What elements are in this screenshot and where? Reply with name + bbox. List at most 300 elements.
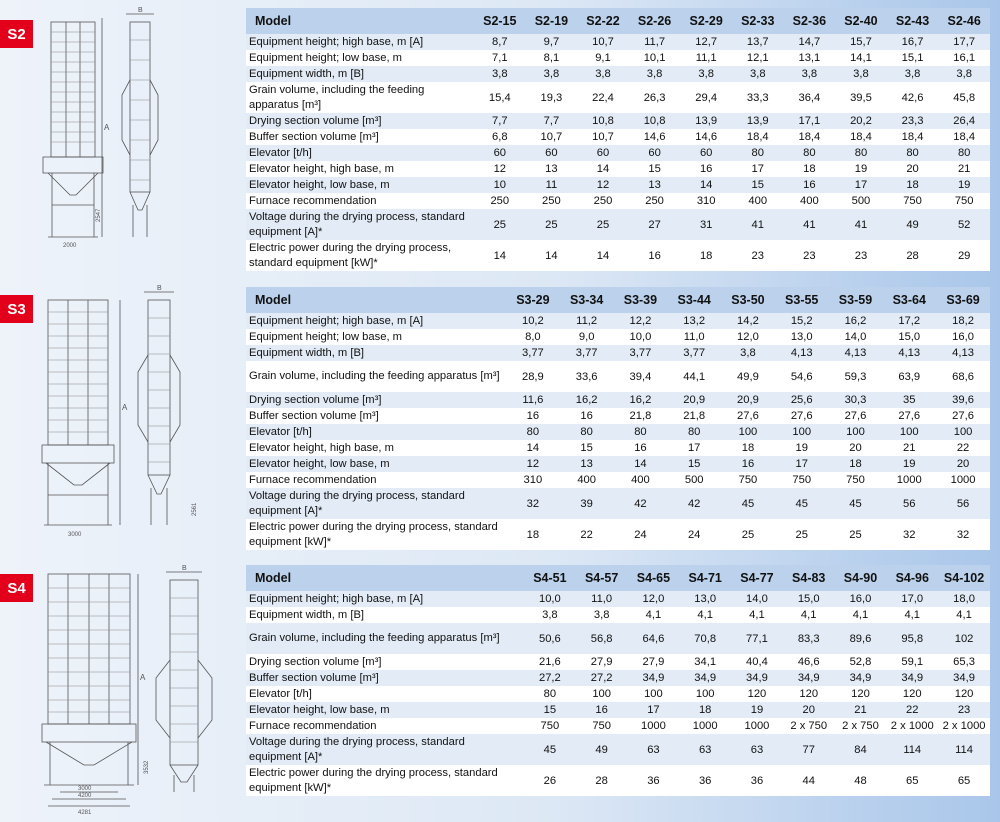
table-cell: 4,13 [952,347,974,359]
table-cell: 80 [526,426,540,438]
table-cell: 13,0 [790,331,813,343]
table-cell: 19 [795,442,808,454]
table-cell: 42,6 [901,91,924,104]
table-cell: 1000 [950,474,976,486]
dim-a-label: A [122,403,128,412]
table-cell: 9,7 [543,36,560,48]
row-label: Electric power during the drying process, standard equipment [kW]* [249,520,498,548]
table-cell: 120 [954,688,974,700]
table-cell: 60 [596,147,610,159]
table-cell: 3,8 [956,68,972,80]
table-cell: 10,0 [629,331,652,343]
table-cell: 12,0 [737,331,759,343]
model-name: S2-43 [895,14,930,28]
dim-width-label: 4200 [78,793,92,799]
table-cell: 28,9 [521,370,544,383]
table-cell: 27,2 [590,672,613,684]
model-name: S4-77 [740,571,774,585]
table-row [246,519,990,550]
table-cell: 13,9 [746,115,769,127]
dryer-drawing-s4 [38,560,238,822]
table-row [246,670,990,686]
table-cell: 34,9 [642,672,665,684]
table-row [246,361,990,392]
table-header-row [246,565,990,591]
row-label: Grain volume, including the feeding apparatus [m³] [249,632,500,644]
table-cell: 17 [795,458,808,470]
table-cell: 15,2 [790,315,813,327]
table-cell: 120 [902,688,922,700]
table-row [246,607,990,623]
table-cell: 15,0 [898,331,921,343]
table-cell: 250 [593,195,613,207]
table-cell: 25,6 [790,394,813,406]
table-cell: 27,6 [844,410,867,422]
table-cell: 17,7 [953,36,976,48]
table-cell: 11,0 [591,593,613,605]
table-cell: 18,2 [952,315,974,327]
table-cell: 750 [540,720,560,732]
table-cell: 44 [802,774,815,787]
table-cell: 100 [846,426,865,438]
table-row [246,329,990,345]
table-cell: 1000 [640,720,666,732]
model-name: S4-83 [792,571,826,585]
table-cell: 44,1 [683,370,706,383]
table-cell: 20 [802,704,815,716]
table-cell: 20,9 [737,394,759,406]
table-cell: 15 [648,163,661,175]
row-label: Elevator [t/h] [249,425,312,438]
table-cell: 120 [747,688,767,700]
table-cell: 2 x 1000 [942,720,986,732]
table-cell: 16,2 [575,394,598,406]
table-cell: 14 [596,249,610,262]
table-cell: 8,1 [543,52,560,64]
table-cell: 12,2 [629,315,652,327]
table-cell: 27,2 [538,672,561,684]
table-cell: 7,1 [492,52,508,64]
table-row [246,734,990,765]
table-row [246,424,990,440]
table-cell: 27,6 [898,410,921,422]
model-name: S3-59 [838,293,873,307]
table-cell: 10,7 [540,131,563,143]
table-cell: 56 [903,497,916,510]
table-cell: 11 [545,179,558,191]
table-cell: 34,9 [849,672,872,684]
row-label: Elevator height, low base, m [249,178,390,191]
table-cell: 17,0 [901,593,924,605]
dim-a-label: A [140,673,146,682]
table-row [246,240,990,271]
table-cell: 16 [595,704,608,716]
table-cell: 4,1 [749,609,765,621]
row-label: Voltage during the drying process, standard equipment [A]* [249,735,465,763]
table-cell: 27,6 [952,410,974,422]
table-cell: 11,7 [644,36,666,48]
table-cell: 39 [580,497,593,510]
row-label: Electric power during the drying process, standard equipment [kW]* [249,766,498,794]
table-cell: 4,13 [790,347,813,359]
table-cell: 500 [684,474,704,486]
table-cell: 6,8 [492,131,508,143]
table-cell: 25 [795,528,808,541]
model-name: S2-26 [637,14,672,28]
model-name: S4-102 [943,571,985,585]
row-label: Voltage during the drying process, standard equipment [A]* [249,210,465,238]
row-label: Equipment height; high base, m [A] [249,314,424,327]
table-cell: 33,3 [746,91,769,104]
table-row [246,591,990,607]
table-row [246,456,990,472]
table-cell: 36 [698,774,712,787]
table-cell: 45 [795,497,808,510]
table-cell: 25 [596,218,610,231]
table-cell: 4,13 [898,347,921,359]
table-cell: 3,8 [853,68,869,80]
table-cell: 63 [698,743,712,756]
table-cell: 60 [545,147,558,159]
table-row [246,113,990,129]
table-cell: 84 [854,743,867,756]
table-cell: 25 [849,528,862,541]
table-cell: 14,2 [737,315,759,327]
model-name: S4-96 [895,571,929,585]
row-label: Furnace recommendation [249,473,377,486]
table-cell: 27,9 [590,656,613,668]
table-row [246,654,990,670]
table-cell: 750 [846,474,865,486]
table-cell: 10,7 [592,131,614,143]
table-cell: 25 [741,528,755,541]
dryer-drawing-s3 [38,280,238,545]
table-cell: 15,1 [901,52,924,64]
model-name: S3-50 [731,293,765,307]
table-cell: 8,7 [492,36,508,48]
table-cell: 27,6 [737,410,759,422]
row-label: Furnace recommendation [249,194,377,207]
table-cell: 100 [899,426,919,438]
table-cell: 54,6 [790,370,813,383]
model-header: Model [255,293,292,307]
table-cell: 12,1 [746,52,769,64]
table-cell: 16,0 [849,593,872,605]
table-cell: 14 [596,163,610,175]
table-cell: 29,4 [695,91,718,104]
table-cell: 34,9 [901,672,924,684]
table-cell: 34,9 [746,672,768,684]
table-cell: 80 [803,147,816,159]
table-cell: 22 [956,442,970,454]
table-cell: 31 [699,218,713,231]
table-row [246,440,990,456]
table-cell: 16,0 [952,331,974,343]
table-cell: 100 [695,688,715,700]
table-cell: 19 [903,458,916,470]
table-cell: 14,0 [844,331,867,343]
table-cell: 13,9 [695,115,718,127]
table-cell: 16 [699,163,713,175]
table-cell: 7,7 [492,115,508,127]
table-cell: 4,1 [697,609,713,621]
table-row [246,623,990,654]
table-cell: 39,6 [952,394,974,406]
dim-b-label: B [182,565,187,572]
table-cell: 30,3 [844,394,867,406]
table-cell: 15,0 [797,593,820,605]
table-cell: 120 [851,688,870,700]
table-cell: 16 [580,410,593,422]
model-name: S2-33 [741,14,775,28]
model-header: Model [255,14,292,28]
table-row [246,145,990,161]
table-cell: 250 [490,195,510,207]
table-cell: 41 [751,218,764,231]
model-name: S3-39 [623,293,658,307]
spec-table-s2 [246,8,990,271]
table-cell: 400 [800,195,819,207]
table-cell: 16 [526,410,540,422]
row-label: Elevator height, low base, m [249,703,390,716]
model-name: S3-34 [569,293,604,307]
table-cell: 36 [647,774,660,787]
table-cell: 21 [903,442,916,454]
table-cell: 9,1 [595,52,611,64]
table-cell: 39,5 [850,91,872,104]
table-cell: 3,8 [542,609,558,621]
table-cell: 17 [751,163,764,175]
model-name: S2-46 [947,14,981,28]
table-cell: 19 [957,179,971,191]
table-cell: 21,6 [538,656,561,668]
model-name: S2-40 [844,14,878,28]
table-cell: 400 [631,474,650,486]
table-cell: 80 [906,147,919,159]
table-cell: 29 [957,249,971,262]
table-row [246,193,990,209]
table-row [246,177,990,193]
table-cell: 14 [545,249,558,262]
table-cell: 9,0 [578,331,595,343]
table-cell: 750 [792,474,812,486]
table-cell: 41 [854,218,868,231]
table-cell: 24 [687,528,701,541]
table-cell: 65 [957,774,971,787]
table-cell: 35 [903,394,916,406]
row-label: Elevator height, high base, m [249,162,394,175]
table-cell: 80 [957,147,971,159]
model-name: S2-15 [483,14,517,28]
table-cell: 65 [906,774,919,787]
spec-table-s4 [246,565,990,796]
table-cell: 18 [906,179,919,191]
table-cell: 20 [849,442,862,454]
row-label: Equipment width, m [B] [249,346,365,359]
section-badge: S2 [0,20,33,48]
table-cell: 2 x 1000 [890,720,934,732]
table-cell: 34,9 [797,672,820,684]
table-cell: 42 [687,497,701,510]
table-cell: 36,4 [798,91,821,104]
row-label: Grain volume, including the feeding apparatus [m³] [249,83,425,111]
table-cell: 80 [687,426,701,438]
table-cell: 15 [687,458,701,470]
table-cell: 22,4 [592,91,614,104]
table-cell: 310 [696,195,716,207]
table-cell: 18,4 [746,131,769,143]
table-cell: 1000 [692,720,718,732]
table-cell: 1000 [896,474,922,486]
model-name: S4-51 [533,571,567,585]
row-label: Electric power during the drying process, standard equipment [kW]* [249,241,452,269]
model-name: S3-64 [892,293,926,307]
table-cell: 15 [751,179,764,191]
table-cell: 34,9 [953,672,975,684]
table-cell: 33,6 [575,370,598,383]
row-label: Elevator height, high base, m [249,441,394,454]
table-cell: 26 [543,774,557,787]
table-cell: 14 [493,249,507,262]
table-cell: 14 [526,442,540,454]
row-label: Elevator height, low base, m [249,457,390,470]
table-cell: 11,0 [683,331,705,343]
dim-b-label: B [138,7,143,14]
table-cell: 27 [648,218,661,231]
table-cell: 13,1 [798,52,821,64]
table-cell: 21 [854,704,867,716]
table-header-row [246,8,990,34]
table-cell: 24 [634,528,647,541]
table-cell: 20 [906,163,919,175]
row-label: Drying section volume [m³] [249,655,382,668]
table-cell: 80 [854,147,868,159]
table-cell: 15 [580,442,593,454]
dim-base-label: 2547 [96,208,102,222]
table-cell: 56 [956,497,970,510]
table-cell: 14,0 [746,593,768,605]
row-label: Drying section volume [m³] [249,393,382,406]
model-name: S4-90 [843,571,878,585]
table-cell: 4,1 [645,609,662,621]
table-cell: 27,6 [790,410,813,422]
row-label: Equipment height; low base, m [249,330,402,343]
table-cell: 102 [954,632,974,645]
table-cell: 28 [595,774,608,787]
table-cell: 10,2 [521,315,544,327]
table-cell: 63,9 [898,370,921,383]
table-cell: 32 [903,528,916,541]
table-cell: 114 [955,743,973,756]
table-cell: 4,1 [956,609,972,621]
row-label: Grain volume, including the feeding apparatus [m³] [249,370,500,382]
table-cell: 46,6 [797,656,820,668]
table-row [246,472,990,488]
row-label: Equipment width, m [B] [249,67,365,80]
row-label: Buffer section volume [m³] [249,130,379,143]
table-cell: 114 [903,743,922,756]
table-cell: 12,0 [642,593,665,605]
table-cell: 45,8 [953,91,976,104]
model-name: S3-44 [677,293,711,307]
table-cell: 13,0 [694,593,717,605]
table-cell: 45 [543,743,557,756]
model-name: S3-69 [946,293,980,307]
table-cell: 250 [542,195,561,207]
table-cell: 70,8 [694,632,717,645]
table-cell: 3,77 [629,347,652,359]
table-cell: 2 x 750 [790,720,828,732]
table-cell: 63 [750,743,764,756]
table-cell: 18,4 [953,131,976,143]
table-cell: 32 [526,497,540,510]
table-cell: 45 [849,497,862,510]
dim-width-label: 3000 [68,532,82,538]
table-cell: 36 [750,774,764,787]
table-cell: 14 [699,179,713,191]
table-cell: 80 [580,426,593,438]
table-cell: 41 [803,218,816,231]
table-cell: 77,1 [746,632,768,645]
dim-base-label: 3532 [144,760,150,774]
table-cell: 3,77 [521,347,544,359]
table-cell: 100 [953,426,973,438]
table-cell: 59,3 [844,370,867,383]
table-cell: 40,4 [746,656,768,668]
table-cell: 49 [595,743,608,756]
table-cell: 28 [906,249,919,262]
model-header: Model [255,571,292,585]
table-cell: 3,8 [593,609,610,621]
table-cell: 21 [957,163,971,175]
table-cell: 100 [644,688,663,700]
table-cell: 17 [854,179,868,191]
table-row [246,392,990,408]
table-cell: 100 [792,426,812,438]
model-name: S4-71 [688,571,722,585]
table-cell: 500 [851,195,871,207]
table-cell: 120 [799,688,819,700]
table-cell: 21,8 [683,410,706,422]
table-cell: 10,1 [643,52,666,64]
table-cell: 32 [956,528,970,541]
table-cell: 80 [543,688,557,700]
table-cell: 16,2 [844,315,867,327]
table-cell: 2 x 750 [842,720,879,732]
row-label: Equipment width, m [B] [249,608,365,621]
table-cell: 42 [634,497,647,510]
table-cell: 80 [634,426,647,438]
table-row [246,209,990,240]
dim-width-label: 2000 [63,243,77,249]
table-row [246,408,990,424]
table-cell: 13 [545,163,558,175]
table-cell: 18 [526,528,540,541]
table-cell: 23 [803,249,816,262]
table-cell: 100 [738,426,758,438]
row-label: Buffer section volume [m³] [249,409,379,422]
table-row [246,345,990,361]
table-cell: 20,2 [850,115,872,127]
table-cell: 17,2 [898,315,921,327]
table-cell: 14,6 [695,131,718,143]
table-cell: 12 [596,179,610,191]
table-cell: 3,8 [646,68,663,80]
table-cell: 12 [526,458,540,470]
table-row [246,488,990,519]
table-cell: 10,8 [643,115,666,127]
table-cell: 4,1 [904,609,921,621]
